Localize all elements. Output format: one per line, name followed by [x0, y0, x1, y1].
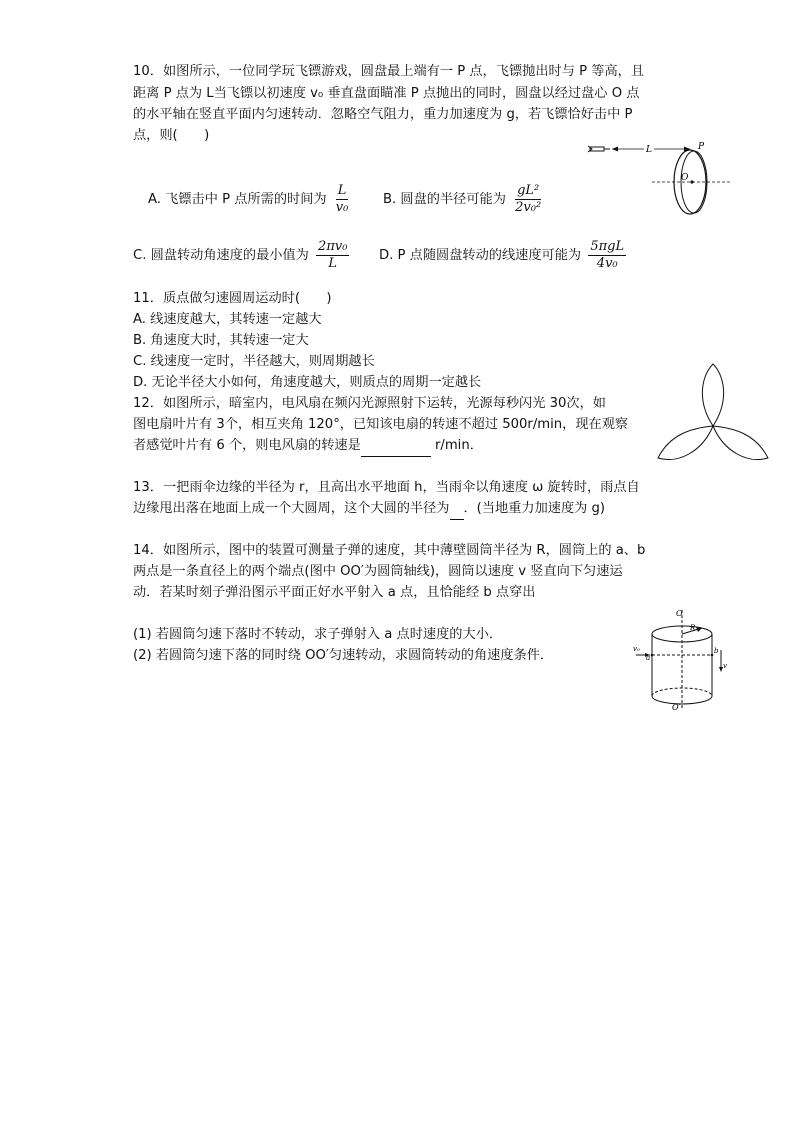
q10-option-b — [383, 182, 543, 218]
q11-option-d: D. 无论半径大小如何，角速度越大，则质点的周期一定越长 — [133, 375, 482, 390]
q12-stem-line2: 图电扇叶片有 3个，相互夹角 120°，已知该电扇的转速不超过 500r/min，现在观察 — [133, 417, 629, 432]
answer-blank[interactable] — [361, 436, 431, 457]
q12-stem-line1: 12．如图所示，暗室内，电风扇在频闪光源照射下运转，光源每秒闪光 30次，如 — [133, 396, 606, 411]
q10-option-b-fraction — [513, 183, 543, 216]
q10-option-d-text: D. P 点随圆盘转动的线速度可能为 — [379, 248, 582, 263]
fan-blade-left — [658, 426, 713, 460]
point-a-label: a — [646, 654, 651, 662]
point-b-label: b — [714, 647, 719, 655]
fraction-numerator: 2πv₀ — [318, 238, 348, 254]
cylinder-velocity-label: v — [723, 662, 727, 670]
fan-blade-top — [702, 364, 723, 426]
fraction-denominator: L — [328, 255, 338, 271]
q11-option-b: B. 角速度大时，其转速一定大 — [133, 333, 309, 348]
fraction-denominator: 2v₀² — [515, 199, 542, 215]
q10-option-c — [133, 238, 349, 274]
point-O-label: O — [681, 173, 689, 183]
dart-icon — [588, 146, 610, 152]
q10-option-a-fraction — [334, 183, 351, 216]
q10-option-a — [148, 182, 350, 218]
q11-stem: 11．质点做匀速圆周运动时( ) — [133, 291, 332, 306]
center-point — [690, 180, 693, 183]
answer-blank[interactable] — [450, 499, 464, 520]
q10-option-c-fraction — [316, 239, 349, 272]
dart-disc-figure — [584, 138, 734, 218]
cylinder-figure — [630, 606, 730, 714]
q10-stem-line4: 点，则( ) — [133, 128, 210, 143]
fraction-denominator: v₀ — [335, 199, 349, 215]
q12-stem-line3 — [133, 436, 483, 457]
q10-option-a-text: A. 飞镖击中 P 点所需的时间为 — [148, 192, 327, 207]
q10-stem-line1: 10．如图所示，一位同学玩飞镖游戏，圆盘最上端有一 P 点，飞镖抛出时与 P 等高，且 — [133, 64, 645, 79]
q10-option-d-fraction — [588, 239, 626, 272]
radius-label-R: R — [690, 624, 696, 632]
q11-option-a: A. 线速度越大，其转速一定越大 — [133, 312, 322, 327]
q13-stem-line2-text: 边缘甩出落在地面上成一个大圆周，这个大圆的半径为 — [133, 501, 450, 516]
q13-stem-line1: 13．一把雨伞边缘的半径为 r，且高出水平地面 h，当雨伞以角速度 ω 旋转时，雨点自 — [133, 480, 640, 495]
fraction-denominator: 4v₀ — [596, 255, 618, 271]
point-P-label: P — [698, 142, 705, 152]
q14-subquestion-2: (2) 若圆筒匀速下落的同时绕 OO′匀速转动，求圆筒转动的角速度条件． — [133, 648, 554, 663]
axis-top-label-O: O — [676, 609, 683, 618]
q14-stem-line1: 14．如图所示，图中的装置可测量子弹的速度，其中薄壁圆筒半径为 R，圆筒上的 a、b — [133, 543, 646, 558]
q10-stem-line3: 的水平轴在竖直平面内匀速转动．忽略空气阻力，重力加速度为 g，若飞镖恰好击中 P — [133, 107, 633, 122]
fraction-numerator: gL² — [517, 182, 540, 198]
q10-option-b-text: B. 圆盘的半径可能为 — [383, 192, 506, 207]
fraction-numerator: 5πgL — [590, 238, 625, 254]
fan-blade-right — [713, 426, 768, 460]
axis-bottom-label-O-prime: O′ — [672, 703, 681, 712]
distance-label-L: L — [646, 145, 652, 155]
q14-stem-line3: 动．若某时刻子弹沿图示平面正好水平射入 a 点，且恰能经 b 点穿出 — [133, 585, 536, 600]
q10-option-c-text: C. 圆盘转动角速度的最小值为 — [133, 248, 309, 263]
bullet-velocity-label: v₀ — [633, 645, 640, 653]
q12-stem-line3-text: 者感觉叶片有 6 个，则电风扇的转速是 — [133, 438, 361, 453]
q14-subquestion-1: (1) 若圆筒匀速下落时不转动，求子弹射入 a 点时速度的大小． — [133, 627, 503, 642]
q14-stem-line2: 两点是一条直径上的两个端点(图中 OO′为圆筒轴线)，圆筒以速度 v 竖直向下匀速运 — [133, 564, 623, 579]
q13-stem-line2-tail: ．(当地重力加速度为 g) — [463, 501, 606, 516]
q11-option-c: C. 线速度一定时，半径越大，则周期越长 — [133, 354, 375, 369]
fan-blades-figure — [654, 360, 772, 468]
fraction-numerator: L — [337, 182, 347, 198]
q12-unit-text: r/min． — [430, 438, 483, 453]
q13-stem-line2 — [133, 499, 605, 520]
q10-stem-line2: 距离 P 点为 L当飞镖以初速度 v₀ 垂直盘面瞄准 P 点抛出的同时，圆盘以经过盘心 O 点 — [133, 86, 640, 101]
q10-option-d — [379, 238, 626, 274]
